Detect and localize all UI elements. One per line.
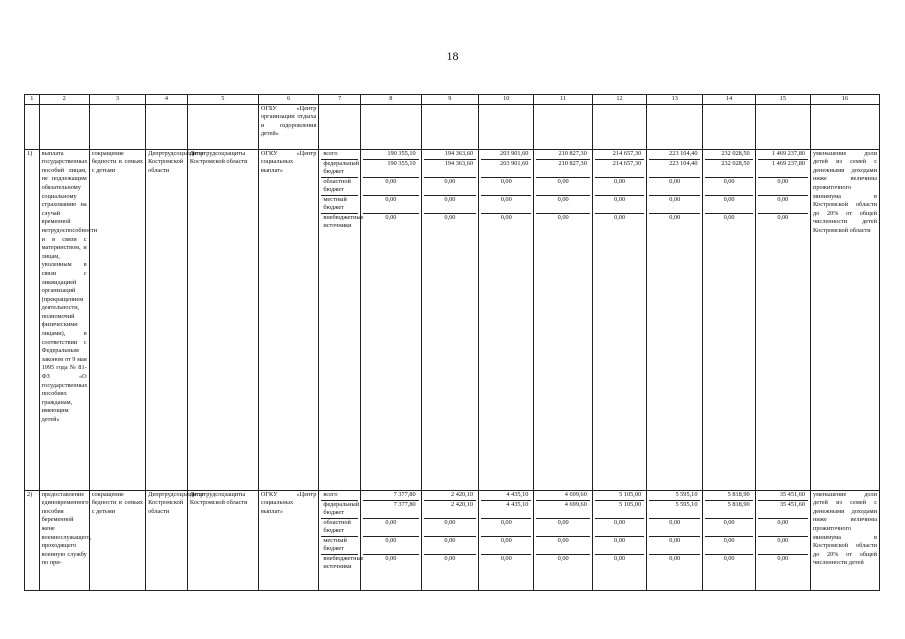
col-header: 5 [187,95,258,105]
value: 0,00 [363,519,419,537]
year-values-cell [592,149,646,490]
value: 0,00 [424,196,476,214]
value: 0,00 [424,519,476,537]
source-label: областной бюджет [321,519,358,537]
value: 0,00 [536,519,589,537]
source-label: федеральный бюджет [321,501,358,519]
value: 0,00 [758,537,808,555]
year-values-cell [703,490,755,590]
year-values-cell [534,490,592,590]
value: 2 420,10 [424,491,476,501]
responsible-cell: Депртрудсоцзащиты Костромской области [187,490,258,590]
continuation-row [25,104,880,149]
indicator-cell: уменьшение доли детей из семей с денежными доходами ниже величины прожиточного минимума в Костромской области до 20% от общей численности детей Костромской области [811,149,880,490]
value: 7 377,80 [363,501,419,519]
value: 2 420,10 [424,501,476,519]
source-label: местный бюджет [321,196,358,214]
value: 0,00 [649,519,700,537]
source-label: федеральный бюджет [321,160,358,178]
value: 214 657,30 [595,150,644,160]
value: 0,00 [363,537,419,555]
value: 203 901,60 [481,150,531,160]
col-header: 9 [421,95,478,105]
value: 0,00 [481,196,531,214]
col-header: 6 [258,95,319,105]
value: 0,00 [758,178,808,196]
value: 5 595,10 [649,491,700,501]
value: 4 435,10 [481,501,531,519]
value: 0,00 [669,213,681,221]
value: 0,00 [705,178,752,196]
total-values-cell [755,149,810,490]
value: 0,00 [649,178,700,196]
year-values-cell [534,149,592,490]
table-row [25,490,880,590]
measure-name: предоставление единовременного пособия беременной жене военнослужащего, проходящего военную службу по при- [39,490,89,590]
year-values-cell [421,490,478,590]
value: 232 028,50 [705,150,752,160]
value: 223 104,40 [649,150,700,160]
value: 0,00 [613,213,625,221]
year-values-cell [592,490,646,590]
col-header: 4 [146,95,188,105]
goal-cell: сокращение бедности в семьях с детьми [89,149,145,490]
year-values-cell [703,149,755,490]
source-label: всего [321,150,358,160]
value: 0,00 [595,537,644,555]
value: 35 451,60 [758,491,808,501]
column-number-row [25,95,880,105]
indicator-cell: уменьшение доли детей из семей с денежными доходами ниже величины прожиточного минимума в Костромской области до 20% от общей численности детей [811,490,880,590]
value: 0,00 [536,196,589,214]
value: 0,00 [649,196,700,214]
value: 210 827,30 [536,160,589,178]
value: 0,00 [777,213,789,221]
source-label: местный бюджет [321,537,358,555]
col-header: 8 [361,95,422,105]
value: 0,00 [481,519,531,537]
value: 0,00 [424,537,476,555]
coordinator-cell: Депртрудсоцзащиты Костромской области [146,149,188,490]
coordinator-cell: Депртрудсоцзащиты Костромской области [146,490,188,590]
value: 0,00 [536,537,589,555]
responsible-cell: Депртрудсоцзащиты Костромской области [187,149,258,490]
col-header: 10 [479,95,534,105]
col-header: 2 [39,95,89,105]
value: 0,00 [500,213,512,221]
value: 0,00 [500,554,512,562]
value: 0,00 [557,554,569,562]
value: 0,00 [705,537,752,555]
col-header: 14 [703,95,755,105]
value: 203 901,60 [481,160,531,178]
value: 190 355,10 [363,160,419,178]
year-values-cell [361,490,422,590]
goal-cell: сокращение бедности в семьях с детьми [89,490,145,590]
measure-name: выплата государственных пособий лицам, не подлежащим обязательному социальному страхованию на случай временной нетрудоспособности и в связи с материнством, и лицам, уволенным в связи с ликвидацией организаций (прекращением деятельности, полномочий физическими лицами), в соответствии с Федеральным законом от 9 мая 1995 года № 81-ФЗ «О государственных пособиях гражданам, имеющим детей» [39,149,89,490]
year-values-cell [647,490,703,590]
value: 0,00 [557,213,569,221]
value: 232 028,50 [705,160,752,178]
col-header: 15 [755,95,810,105]
value: 0,00 [536,178,589,196]
value: 0,00 [363,178,419,196]
value: 0,00 [705,196,752,214]
value: 5 105,00 [595,491,644,501]
value: 5 595,10 [649,501,700,519]
value: 0,00 [758,519,808,537]
value: 0,00 [363,196,419,214]
value: 0,00 [595,196,644,214]
table-row [25,149,880,490]
year-values-cell [479,149,534,490]
value: 0,00 [723,554,735,562]
source-label: внебюджетные источники [323,213,364,230]
funding-source-cell [319,149,364,490]
value: 0,00 [444,554,456,562]
value: 5 105,00 [595,501,644,519]
value: 0,00 [669,554,681,562]
value: 4 699,60 [536,491,589,501]
value: 0,00 [481,537,531,555]
value: 1 469 237,80 [758,150,808,160]
year-values-cell [647,149,703,490]
executor-cell: ОГКУ «Центр социальных выплат» [258,149,319,490]
row-number: 1) [25,149,40,490]
value: 194 363,60 [424,150,476,160]
col-header: 3 [89,95,145,105]
value: 4 699,60 [536,501,589,519]
source-label: областной бюджет [321,178,358,196]
value: 223 104,40 [649,160,700,178]
value: 0,00 [385,554,397,562]
total-values-cell [755,490,810,590]
col-header: 12 [592,95,646,105]
value: 5 818,90 [705,501,752,519]
year-values-cell [479,490,534,590]
year-values-cell [421,149,478,490]
col-header: 7 [319,95,361,105]
value: 0,00 [424,178,476,196]
value: 5 818,90 [705,491,752,501]
source-label: внебюджетные источники [323,554,364,571]
col-header: 1 [25,95,40,105]
value: 0,00 [595,178,644,196]
value: 190 355,10 [363,150,419,160]
value: 0,00 [481,178,531,196]
value: 194 363,60 [424,160,476,178]
value: 0,00 [649,537,700,555]
executor-cell: ОГКУ «Центр социальных выплат» [258,490,319,590]
funding-source-cell [319,490,364,590]
row-number: 2) [25,490,40,590]
value: 210 827,30 [536,150,589,160]
program-table [24,94,880,591]
value: 0,00 [758,196,808,214]
value: 0,00 [444,213,456,221]
value: 0,00 [595,519,644,537]
value: 214 657,30 [595,160,644,178]
value: 0,00 [613,554,625,562]
col-header: 11 [534,95,592,105]
source-label: всего [321,491,358,501]
executor-cell: ОГБУ «Центр организации отдыха и оздоровления детей» [258,104,319,149]
value: 1 469 237,80 [758,160,808,178]
value: 4 435,10 [481,491,531,501]
value: 0,00 [777,554,789,562]
year-values-cell [361,149,422,490]
value: 0,00 [705,519,752,537]
page-number: 18 [446,49,459,63]
value: 0,00 [723,213,735,221]
value: 7 377,80 [363,491,419,501]
col-header: 16 [811,95,880,105]
col-header: 13 [647,95,703,105]
value: 0,00 [385,213,397,221]
value: 35 451,60 [758,501,808,519]
